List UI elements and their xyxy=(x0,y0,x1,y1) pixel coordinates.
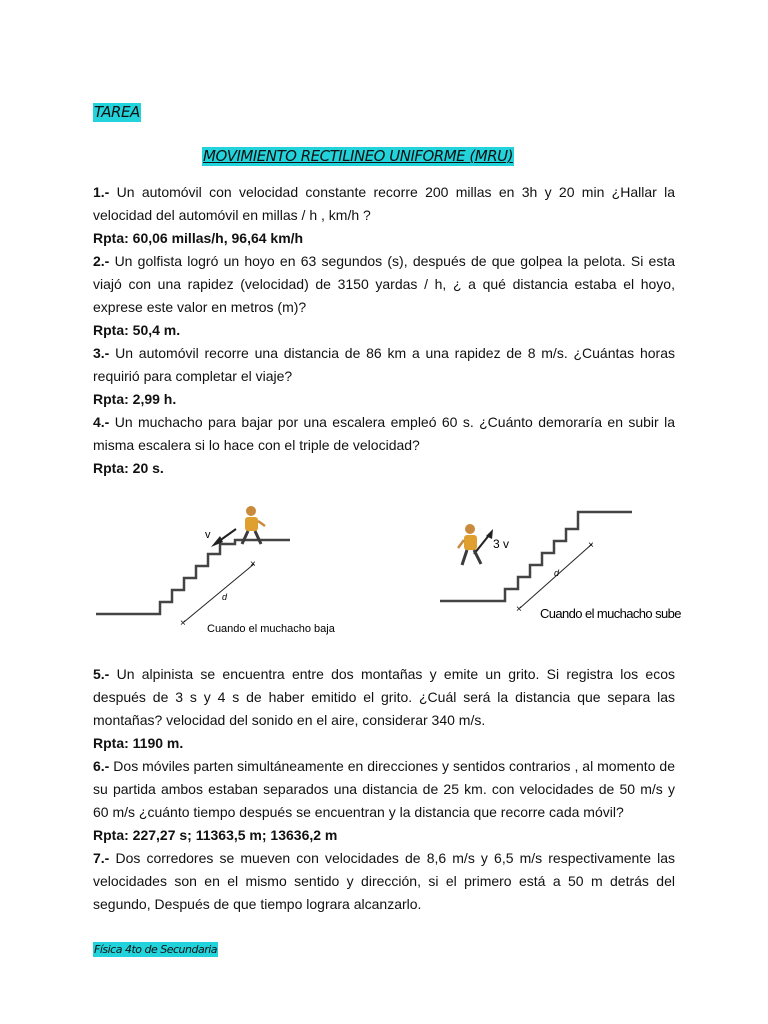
svg-text:×: × xyxy=(588,540,594,551)
svg-text:×: × xyxy=(180,618,186,629)
problem-text: Dos móviles parten simultáneamente en direcciones y sentidos contrarios , al momento de su partida ambos estaban separados una distancia de 25 km. con velocidades de 50 m/s y 60 m/s ¿cuánto tiempo después se encuentran y la distancia que recorre cada móvil? xyxy=(93,758,675,820)
answer-2: Rpta: 50,4 m. xyxy=(93,322,181,338)
problem-number: 2.- xyxy=(93,253,110,269)
distance-label: d xyxy=(554,568,560,578)
answer-1: Rpta: 60,06 millas/h, 96,64 km/h xyxy=(93,230,304,246)
velocity-label: v xyxy=(205,529,211,541)
problem-number: 7.- xyxy=(93,850,110,866)
problem-number: 1.- xyxy=(93,184,110,200)
answer-6: Rpta: 227,27 s; 11363,5 m; 13636,2 m xyxy=(93,827,338,843)
problems-block-1 xyxy=(93,181,675,480)
problem-number: 5.- xyxy=(93,666,110,682)
page-title: MOVIMIENTO RECTILINEO UNIFORME (MRU) xyxy=(203,147,513,165)
problem-4 xyxy=(93,411,675,457)
boy-icon xyxy=(242,506,265,544)
problem-number: 6.- xyxy=(93,758,110,774)
caption-up: Cuando el muchacho sube xyxy=(540,606,681,621)
problems-block-2 xyxy=(93,663,675,916)
problem-5 xyxy=(93,663,675,732)
problem-2 xyxy=(93,250,675,319)
problem-3 xyxy=(93,342,675,388)
caption-down: Cuando el muchacho baja xyxy=(207,623,335,635)
stairs-figure xyxy=(0,492,768,652)
problem-number: 3.- xyxy=(93,345,110,361)
stairs-down-diagram xyxy=(96,506,336,635)
problem-text: Dos corredores se mueven con velocidades de 8,6 m/s y 6,5 m/s respectivamente las velocidades son en el mismo sentido y dirección, si el primero está a 50 m detrás del segundo, Después de que tiempo lograra alcanzarlo. xyxy=(93,850,675,912)
problem-text: Un golfista logró un hoyo en 63 segundos (s), después de que golpea la pelota. Si esta viajó con una rapidez (velocidad) de 3150 yardas / h, ¿ a qué distancia estaba el hoyo, exprese este valor en metros (m)? xyxy=(93,253,676,315)
problem-7 xyxy=(93,847,675,916)
boy-icon xyxy=(458,524,481,565)
svg-text:×: × xyxy=(516,604,522,615)
problem-text: Un alpinista se encuentra entre dos montañas y emite un grito. Si registra los ecos después de 3 s y 4 s de haber emitido el grito. ¿Cuál será la distancia que separa las montañas? velocidad del sonido en el aire, considerar 340 m/s. xyxy=(93,666,675,728)
stairs-up-diagram xyxy=(440,512,681,621)
footer-label: Física 4to de Secundaria xyxy=(94,943,218,956)
problem-text: Un automóvil con velocidad constante recorre 200 millas en 3h y 20 min ¿Hallar la velocidad del automóvil en millas / h , km/h ? xyxy=(93,184,675,223)
tarea-heading: TAREA xyxy=(94,103,140,121)
problem-text: Un automóvil recorre una distancia de 86 km a una rapidez de 8 m/s. ¿Cuántas horas requirió para completar el viaje? xyxy=(93,345,675,384)
velocity-label: 3 v xyxy=(493,537,510,551)
svg-text:×: × xyxy=(250,559,256,570)
problem-text: Un muchacho para bajar por una escalera empleó 60 s. ¿Cuánto demoraría en subir la misma escalera si lo hace con el triple de velocidad? xyxy=(93,414,675,453)
distance-label: d xyxy=(222,592,228,602)
answer-3: Rpta: 2,99 h. xyxy=(93,391,177,407)
answer-4: Rpta: 20 s. xyxy=(93,460,164,476)
problem-6 xyxy=(93,755,675,824)
answer-5: Rpta: 1190 m. xyxy=(93,735,184,751)
problem-number: 4.- xyxy=(93,414,110,430)
problem-1 xyxy=(93,181,675,227)
